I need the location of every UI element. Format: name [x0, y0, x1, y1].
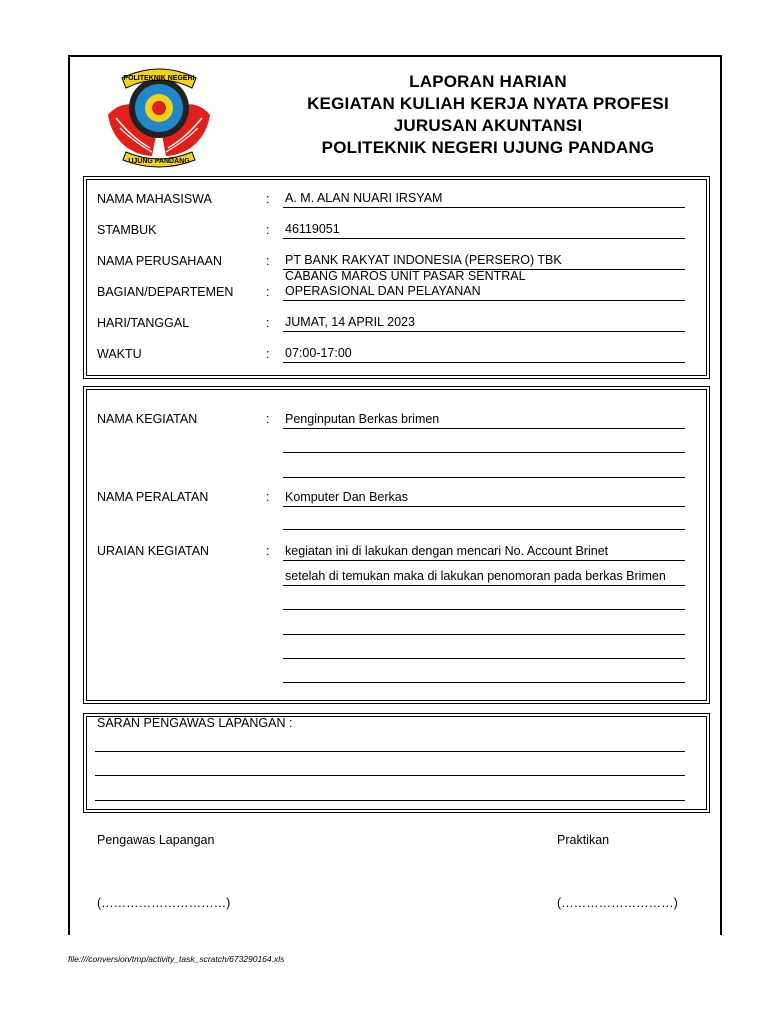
title-line-2: KEGIATAN KULIAH KERJA NYATA PROFESI: [307, 94, 669, 113]
colon: :: [266, 223, 270, 237]
underline: [283, 428, 685, 429]
underline: [283, 682, 685, 683]
colon: :: [266, 544, 270, 558]
underline: [283, 300, 685, 301]
colon: :: [266, 316, 270, 330]
label-nama-kegiatan: NAMA KEGIATAN: [97, 412, 198, 426]
value-bagian: OPERASIONAL DAN PELAYANAN: [285, 284, 481, 298]
title-line-4: POLITEKNIK NEGERI UJUNG PANDANG: [321, 138, 655, 157]
value-nama-peralatan: Komputer Dan Berkas: [285, 490, 408, 504]
value-hari-tanggal: JUMAT, 14 APRIL 2023: [285, 315, 415, 329]
svg-text:POLITEKNIK NEGERI: POLITEKNIK NEGERI: [123, 75, 195, 82]
colon: :: [266, 490, 270, 504]
polytechnic-logo: [100, 60, 218, 168]
label-nama-mahasiswa: NAMA MAHASISWA: [97, 192, 212, 206]
underline: [283, 506, 685, 507]
svg-text:UJUNG PANDANG: UJUNG PANDANG: [128, 158, 190, 165]
underline: [95, 751, 685, 752]
label-nama-peralatan: NAMA PERALATAN: [97, 490, 209, 504]
underline: [95, 775, 685, 776]
underline: [283, 238, 685, 239]
underline: [283, 529, 685, 530]
colon: :: [266, 254, 270, 268]
underline: [283, 477, 685, 478]
colon: :: [266, 285, 270, 299]
value-nama-mahasiswa: A. M. ALAN NUARI IRSYAM: [285, 191, 443, 205]
value-waktu: 07:00-17:00: [285, 346, 352, 360]
label-pengawas-lapangan: Pengawas Lapangan: [97, 833, 215, 847]
underline: [283, 609, 685, 610]
signature-blank-praktikan: (………………………): [557, 896, 678, 910]
colon: :: [266, 347, 270, 361]
label-praktikan: Praktikan: [557, 833, 610, 847]
underline: [283, 560, 685, 561]
title-line-3: JURUSAN AKUNTANSI: [393, 116, 583, 135]
underline: [283, 585, 685, 586]
underline: [283, 634, 685, 635]
label-stambuk: STAMBUK: [97, 223, 157, 237]
label-hari-tanggal: HARI/TANGGAL: [97, 316, 190, 330]
title-line-1: LAPORAN HARIAN: [409, 72, 567, 91]
underline: [95, 800, 685, 801]
underline: [283, 452, 685, 453]
label-nama-perusahaan: NAMA PERUSAHAAN: [97, 254, 223, 268]
value-uraian-line-1: kegiatan ini di lakukan dengan mencari No. Account Brinet: [285, 544, 609, 558]
label-waktu: WAKTU: [97, 347, 142, 361]
underline: [283, 331, 685, 332]
signature-blank-pengawas: (…………………………): [97, 896, 231, 910]
colon: :: [266, 192, 270, 206]
file-path-footer: file:///conversion/tmp/activity_task_scratch/673290164.xls: [68, 954, 285, 964]
underline: [283, 658, 685, 659]
label-saran-pengawas: SARAN PENGAWAS LAPANGAN :: [97, 716, 293, 730]
underline: [283, 362, 685, 363]
colon: :: [266, 412, 270, 426]
value-nama-perusahaan: PT BANK RAKYAT INDONESIA (PERSERO) TBK: [285, 253, 562, 267]
value-uraian-line-2: setelah di temukan maka di lakukan penomoran pada berkas Brimen: [285, 569, 666, 583]
value-stambuk: 46119051: [285, 222, 340, 236]
value-nama-kegiatan: Penginputan Berkas brimen: [285, 412, 440, 426]
label-bagian: BAGIAN/DEPARTEMEN: [97, 285, 234, 299]
label-uraian-kegiatan: URAIAN KEGIATAN: [97, 544, 210, 558]
value-cabang: CABANG MAROS UNIT PASAR SENTRAL: [285, 269, 526, 283]
underline: [283, 207, 685, 208]
